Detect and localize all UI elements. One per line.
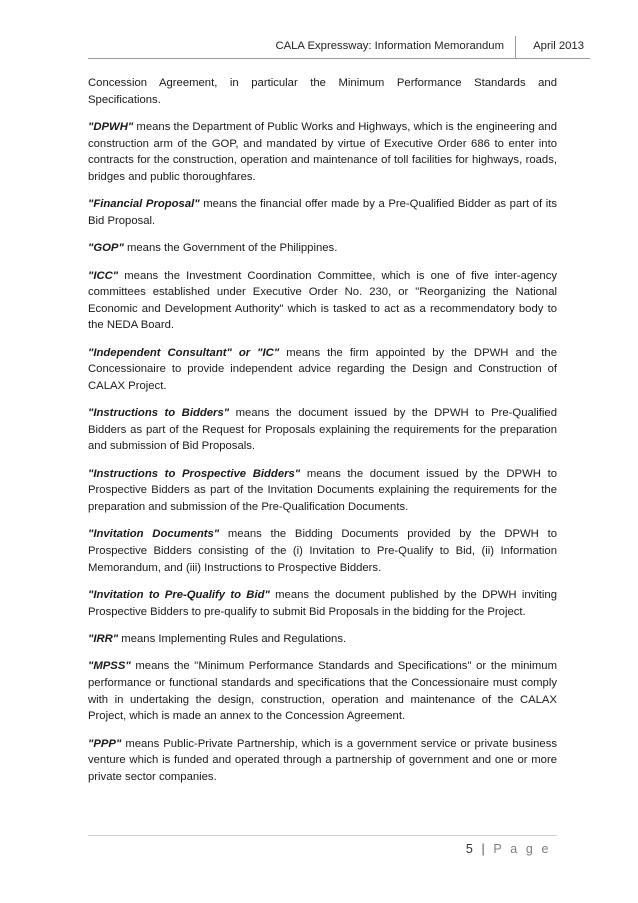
definition-text: means the Investment Coordination Committee, which is one of five inter-agency committees established under Executive Order No. 230, or "Reorganizing the National Economic and Development Authority" which is tasked to act as a recommendatory body to the NEDA Board. — [88, 269, 557, 332]
definition-paragraph — [88, 466, 557, 516]
definition-paragraph — [88, 268, 557, 334]
definition-paragraph — [88, 587, 557, 620]
page-footer — [88, 835, 557, 862]
definition-text: means the document published by the DPWH inviting Prospective Bidders to pre-qualify to submit Bid Proposals in the bidding for the Project. — [88, 589, 558, 618]
page-number-value: 5 — [465, 842, 476, 856]
definition-paragraph — [88, 119, 557, 185]
page-number-separator: | — [481, 842, 488, 856]
definition-term: "Invitation Documents" — [88, 528, 220, 541]
header-divider — [515, 36, 516, 58]
definition-text: means the financial offer made by a Pre-Qualified Bidder as part of its Bid Proposal. — [88, 198, 558, 227]
definition-term: "GOP" — [88, 242, 124, 255]
definition-text: means the document issued by the DPWH to Prospective Bidders as part of the Invitation Documents explaining the requirements for the preparation and submission of the Pre-Qualification Documents. — [88, 467, 557, 514]
definition-term: "Independent Consultant" or "IC" — [88, 346, 280, 359]
page-label: P a g e — [493, 842, 551, 856]
document-date: April 2013 — [533, 40, 584, 52]
definition-text: means the Department of Public Works and Highways, which is the engineering and construction arm of the GOP, and mandated by virtue of Executive Order 686 to enter into contracts for the construction, operation and maintenance of toll facilities for highways, roads, bridges and public thoroughfares. — [88, 120, 557, 183]
definition-paragraph — [88, 526, 557, 576]
definition-text: Concession Agreement, in particular the Minimum Performance Standards and Specifications. — [88, 77, 557, 106]
definition-text: means Implementing Rules and Regulations. — [118, 633, 347, 645]
definition-term: "Instructions to Bidders" — [88, 407, 230, 420]
definition-paragraph — [88, 658, 557, 724]
definition-paragraph — [88, 405, 557, 455]
definition-paragraph — [88, 631, 557, 648]
definition-term: "ICC" — [88, 269, 119, 282]
definition-term: "Financial Proposal" — [88, 198, 200, 211]
definition-paragraph — [88, 345, 557, 395]
page-number — [466, 842, 551, 856]
definition-text: means the Bidding Documents provided by the DPWH to Prospective Bidders consisting of the (i) Invitation to Pre-Qualify to Bid, (ii) Information Memorandum, and (iii) Instructions to Prospective Bidders. — [88, 528, 557, 574]
definition-paragraph — [88, 736, 557, 786]
definition-paragraph — [88, 196, 557, 229]
definition-term: "MPSS" — [88, 660, 131, 673]
page-header — [88, 36, 590, 59]
definition-term: "DPWH" — [88, 120, 134, 133]
definition-text: means the Government of the Philippines. — [123, 242, 338, 255]
definition-text: means the document issued by the DPWH to Pre-Qualified Bidders as part of the Request for Proposals explaining the requirements for the preparation and submission of Bid Proposals. — [88, 407, 557, 453]
definition-term: "Instructions to Prospective Bidders" — [88, 467, 301, 480]
definition-term: "IRR" — [88, 633, 119, 645]
definition-text: means the "Minimum Performance Standards and Specifications" or the minimum performance or functional standards and specifications that the Concessionaire must comply with in undertaking the design, construction, operation and maintenance of the CALAX Project, which is made an annex to the Concession Agreement. — [88, 660, 557, 723]
definition-paragraph — [88, 75, 557, 108]
definition-term: "Invitation to Pre-Qualify to Bid" — [88, 589, 270, 602]
definition-paragraph — [88, 240, 557, 257]
definition-term: "PPP" — [88, 737, 122, 750]
document-title: CALA Expressway: Information Memorandum — [275, 40, 504, 52]
definitions-body — [88, 75, 557, 796]
definition-text: means Public-Private Partnership, which is a government service or private business venture which is funded and operated through a partnership of government and one or more private sector companies. — [88, 737, 557, 783]
definition-text: means the firm appointed by the DPWH and the Concessionaire to provide independent advice regarding the Design and Construction of CALAX Project. — [88, 346, 558, 392]
